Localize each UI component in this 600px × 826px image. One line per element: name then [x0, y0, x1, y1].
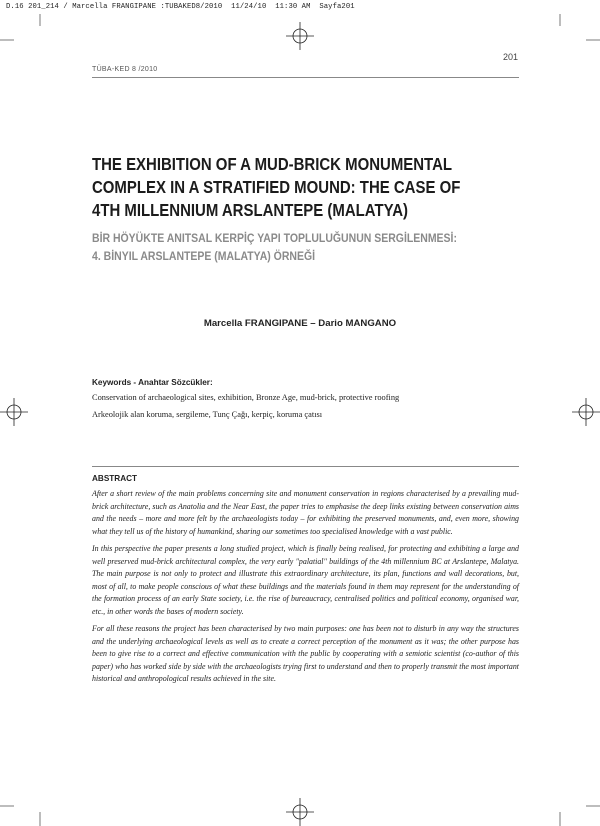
paper-title [92, 153, 462, 222]
paper-subtitle [92, 229, 457, 265]
abstract-body [92, 488, 519, 691]
title-line: 4TH MILLENNIUM ARSLANTEPE (MALATYA) [92, 200, 409, 220]
subtitle-line: BİR HÖYÜKTE ANITSAL KERPİÇ YAPI TOPLULUĞUNUN SERGİLENMESİ: [92, 231, 457, 245]
header-rule [92, 77, 519, 78]
subtitle-line: 4. BİNYIL ARSLANTEPE (MALATYA) ÖRNEĞİ [92, 249, 316, 263]
abstract-label: ABSTRACT [92, 474, 138, 483]
abstract-rule [92, 466, 519, 467]
page-number: 201 [502, 52, 518, 62]
abstract-paragraph: In this perspective the paper presents a long studied project, which is finally being realised, for protecting and exhibiting a large and well preserved mud-brick architectural complex, the very early "palatial" buildings of the 4th millennium BC at Arslantepe, Malatya. The main purpose is not only to protect and illustrate this extraordinary architecture, its plan, functions and wall decorations, but, most of all, to make people conscious of what these buildings and the materials found in them may represent for the understanding of the formation process of an early State society, i.e. the rise of bureaucracy, centralised politics and political economy, organised war, etc., in other words the bases of modern society. [92, 544, 519, 616]
abstract-paragraph: For all these reasons the project has been characterised by two main purposes: one has been not to disturb in any way the structures and the underlying archaeological levels as well as to create a correct perception of the monument as it was; the other purpose has been to give rise to a correct and effective communication with the public by cooperating with a semiotic scientist (co-author of this paper) who has worked side by side with the archaeologists trying first to understand and then to properly transmit the most important historical and anthropological results achieved in the site. [92, 624, 519, 683]
abstract-paragraph: After a short review of the main problems concerning site and monument conservation in regions characterised by a prevailing mud-brick architecture, such as Anatolia and the Near East, the paper tries to emphasise the deep links existing between conservation aims and the needs – more and more felt by the archaeologists today – for exhibiting the preserved monuments, and, even more, showing what they tell us of the history of humankind, sharing our sometimes too specialised knowledge with a vast public. [92, 489, 519, 536]
keywords-english: Conservation of archaeological sites, exhibition, Bronze Age, mud-brick, protective roofing [92, 393, 400, 402]
title-line: THE EXHIBITION OF A MUD-BRICK MONUMENTAL [92, 154, 453, 174]
keywords-label: Keywords - Anahtar Sözcükler: [92, 378, 213, 387]
journal-name: TÜBA-KED 8 /2010 [92, 66, 158, 73]
authors: Marcella FRANGIPANE – Dario MANGANO [203, 318, 397, 329]
title-line: COMPLEX IN A STRATIFIED MOUND: THE CASE OF [92, 177, 461, 197]
print-header: D.16 201_214 / Marcella FRANGIPANE :TUBAKED8/2010 11/24/10 11:30 AM Sayfa201 [6, 3, 355, 11]
keywords-turkish: Arkeolojik alan koruma, sergileme, Tunç Çağı, kerpiç, koruma çatısı [92, 410, 323, 419]
